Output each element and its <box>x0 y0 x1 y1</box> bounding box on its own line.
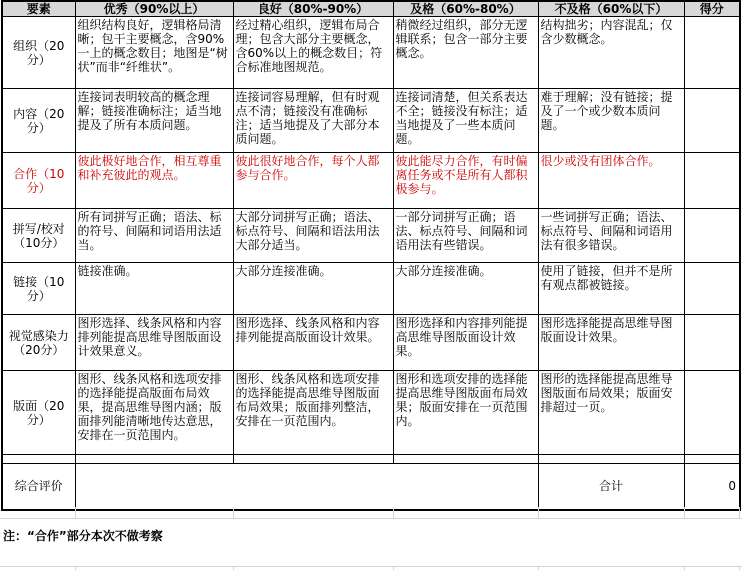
rubric-cell-fail: 一些词拼写正确；语法、标点符号、间隔和词语用法有很多错误。 <box>538 209 684 263</box>
rubric-cell-good: 大部分连接准确。 <box>233 263 393 315</box>
spacer-cell <box>75 455 233 464</box>
rubric-cell-good: 图形选择、线条风格和内容排列能提高版面设计效果。 <box>233 315 393 371</box>
rubric-cell-good: 彼此很好地合作，每个人都参与合作。 <box>233 153 393 209</box>
sheet-gridline-vertical <box>75 566 76 570</box>
rubric-cell-pass: 彼此能尽力合作，有时偏离任务或不是所有人都积极参与。 <box>393 153 538 209</box>
sheet-gridline-horizontal <box>0 566 742 567</box>
rubric-cell-pass: 稍微经过组织，部分无逻辑联系；包含一部分主要概念。 <box>393 17 538 89</box>
rubric-cell-good: 连接词容易理解，但有时观点不清；链接没有准确标注；适当地提及了大部分本质问题。 <box>233 89 393 153</box>
rubric-cell-fail: 结构拙劣；内容混乱；仅含少数概念。 <box>538 17 684 89</box>
table-row-visual-impact <box>2 315 740 371</box>
score-cell[interactable] <box>684 89 740 153</box>
sheet-gridline-vertical <box>684 566 685 570</box>
sheet-gridline-horizontal <box>0 518 742 519</box>
column-header-fail: 不及格（60%以下） <box>538 1 684 17</box>
summary-label: 综合评价 <box>2 464 75 510</box>
column-header-pass: 及格（60%-80%） <box>393 1 538 17</box>
rubric-cell-good: 大部分词拼写正确；语法、标点符号、间隔和语法用法大部分适当。 <box>233 209 393 263</box>
rubric-cell-excellent: 彼此极好地合作，相互尊重和补充彼此的观点。 <box>75 153 233 209</box>
rubric-cell-pass: 大部分连接准确。 <box>393 263 538 315</box>
sheet-gridline-vertical <box>739 566 740 570</box>
sheet-gridline-vertical <box>393 507 394 518</box>
rubric-cell-good: 图形、线条风格和选项安排的选择能提高思维导图版面布局效果；版面排列整洁，安排在一页范围内。 <box>233 371 393 455</box>
column-header-criterion: 要素 <box>2 1 75 17</box>
criterion-label: 视觉感染力（20分） <box>2 315 75 371</box>
spacer-cell <box>393 455 538 464</box>
criterion-label: 版面（20分） <box>2 371 75 455</box>
column-header-good: 良好（80%-90%） <box>233 1 393 17</box>
rubric-cell-excellent: 所有词拼写正确；语法、标的符号、间隔和词语用法适当。 <box>75 209 233 263</box>
rubric-cell-fail: 使用了链接，但并不是所有观点都被链接。 <box>538 263 684 315</box>
rubric-cell-pass: 连接词清楚，但关系表达不全；链接没有标注；适当地提及了一些本质问题。 <box>393 89 538 153</box>
spacer-cell <box>233 455 393 464</box>
score-cell[interactable] <box>684 263 740 315</box>
summary-empty-cell[interactable] <box>75 464 538 510</box>
rubric-cell-good: 经过精心组织，逻辑布局合理；包含大部分主要概念，含60%以上的概念数目；符合标准地图规范。 <box>233 17 393 89</box>
rubric-cell-excellent: 图形、线条风格和选项安排的选择能提高版面布局效果，提高思维导图内涵；版面排列能清晰地传达意思，安排在一页范围内。 <box>75 371 233 455</box>
table-row-cooperation <box>2 153 740 209</box>
criterion-label: 合作（10分） <box>2 153 75 209</box>
score-cell[interactable] <box>684 209 740 263</box>
sheet-gridline-vertical <box>233 566 234 570</box>
footnote: 注：“合作”部分本次不做考察 <box>3 529 163 543</box>
sheet-gridline-vertical <box>233 507 234 518</box>
rubric-table <box>1 0 741 511</box>
rubric-cell-pass: 图形选择和内容排列能提高思维导图版面设计效果。 <box>393 315 538 371</box>
criterion-label: 链接（10分） <box>2 263 75 315</box>
rubric-cell-pass: 一部分词拼写正确；语法、标点符号、间隔和词语用法有些错误。 <box>393 209 538 263</box>
spacer-cell <box>538 455 684 464</box>
total-label: 合计 <box>538 464 684 510</box>
table-row-links <box>2 263 740 315</box>
rubric-cell-fail: 难于理解；没有链接；提及了一个或少数本质问题。 <box>538 89 684 153</box>
rubric-cell-excellent: 组织结构良好，逻辑格局清晰；包干主要概念，含90%一上的概念数目；地图是“树状”而非“纤维状”。 <box>75 17 233 89</box>
sheet-gridline-vertical <box>538 507 539 518</box>
summary-row <box>2 464 740 510</box>
criterion-label: 内容（20分） <box>2 89 75 153</box>
rubric-cell-fail: 图形选择能提高思维导图版面设计效果。 <box>538 315 684 371</box>
criterion-label: 拼写/校对（10分） <box>2 209 75 263</box>
rubric-cell-excellent: 连接词表明较高的概念理解；链接准确标注；适当地提及了所有本质问题。 <box>75 89 233 153</box>
table-row-content <box>2 89 740 153</box>
sheet-gridline-vertical <box>393 566 394 570</box>
column-header-excellent: 优秀（90%以上） <box>75 1 233 17</box>
table-row-spelling <box>2 209 740 263</box>
score-cell[interactable] <box>684 315 740 371</box>
rubric-cell-fail: 很少或没有团体合作。 <box>538 153 684 209</box>
spacer-cell <box>2 455 75 464</box>
score-cell[interactable] <box>684 371 740 455</box>
rubric-cell-fail: 图形的选择能提高思维导图版面布局效果；版面安排超过一页。 <box>538 371 684 455</box>
table-row-organization <box>2 17 740 89</box>
criterion-label: 组织（20分） <box>2 17 75 89</box>
score-cell[interactable] <box>684 153 740 209</box>
table-row-layout <box>2 371 740 455</box>
score-cell[interactable] <box>684 17 740 89</box>
sheet-gridline-vertical <box>75 507 76 518</box>
rubric-cell-pass: 图形和选项安排的选择能提高思维导图版面布局效果；版面安排在一页范围内。 <box>393 371 538 455</box>
sheet-gridline-vertical <box>739 507 740 518</box>
sheet-gridline-vertical <box>538 566 539 570</box>
header-row <box>2 1 740 17</box>
total-score-cell[interactable]: 0 <box>684 464 740 510</box>
rubric-cell-excellent: 图形选择、线条风格和内容排列能提高思维导图版面设计效果意义。 <box>75 315 233 371</box>
spacer-cell <box>684 455 740 464</box>
sheet-gridline-vertical <box>684 507 685 518</box>
rubric-cell-excellent: 链接准确。 <box>75 263 233 315</box>
spacer-row <box>2 455 740 464</box>
column-header-score: 得分 <box>684 1 740 17</box>
